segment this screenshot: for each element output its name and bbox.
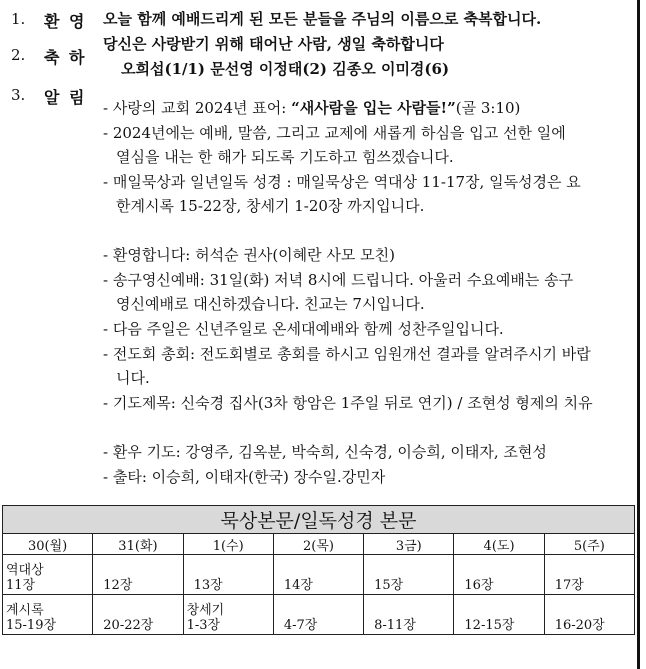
notice-next-sunday: - 다음 주일은 신년주일로 온세대예배와 함께 성찬주일입니다. bbox=[103, 320, 504, 338]
reading-cell bbox=[364, 595, 454, 635]
chapter: 15-19장 bbox=[6, 618, 57, 633]
bible-reading-row bbox=[3, 595, 635, 635]
devotion-cell bbox=[273, 555, 363, 595]
chapter: 15장 bbox=[374, 578, 404, 593]
book-name: 계시록 bbox=[6, 603, 44, 618]
devotion-cell bbox=[454, 555, 544, 595]
reading-cell bbox=[183, 595, 273, 635]
devotion-cell bbox=[183, 555, 273, 595]
right-border bbox=[637, 0, 640, 669]
motto-reference: (골 3:10) bbox=[455, 99, 521, 117]
motto-quote: “새사람을 입는 사람들!” bbox=[291, 99, 456, 117]
notice-devotion-line-2: 한계시록 15-22장, 창세기 1-20장 까지입니다. bbox=[116, 197, 425, 215]
birthday-line-2: 오희섭(1/1) 문선영 이정태(2) 김종오 이미경(6) bbox=[121, 60, 450, 78]
chapter: 8-11장 bbox=[374, 618, 416, 633]
reading-cell bbox=[544, 595, 634, 635]
devotion-cell bbox=[93, 555, 183, 595]
chapter: 17장 bbox=[554, 578, 584, 593]
schedule-table bbox=[2, 505, 635, 635]
day-header: 5(주) bbox=[544, 534, 634, 555]
reading-cell bbox=[273, 595, 363, 635]
book-name: 창세기 bbox=[186, 603, 225, 618]
devotion-cell bbox=[364, 555, 454, 595]
notice-motto bbox=[103, 97, 520, 118]
day-header: 30(월) bbox=[3, 534, 93, 555]
motto-prefix: - 사랑의 교회 2024년 표어: bbox=[103, 99, 292, 117]
schedule-title: 묵상본문/일독성경 본문 bbox=[3, 506, 635, 534]
notice-welcome: - 환영합니다: 허석순 권사(이혜란 사모 모친) bbox=[103, 246, 395, 264]
chapter: 14장 bbox=[283, 578, 313, 593]
chapter: 13장 bbox=[193, 578, 223, 593]
section-number-welcome: 1. bbox=[11, 10, 26, 28]
notice-assembly-line-2: 니다. bbox=[116, 369, 150, 387]
section-label-notices: 알 림 bbox=[44, 88, 87, 107]
chapter: 11장 bbox=[6, 578, 36, 593]
notice-newyear-line-2: 영신예배로 대신하겠습니다. 친교는 7시입니다. bbox=[116, 295, 425, 313]
chapter: 16-20장 bbox=[554, 618, 605, 633]
birthday-line-1: 당신은 사랑받기 위해 태어난 사람, 생일 축하합니다 bbox=[103, 35, 444, 53]
notice-newyear-line-1: - 송구영신예배: 31일(화) 저녁 8시에 드립니다. 아울러 수요예배는 송구 bbox=[103, 271, 574, 289]
chapter: 12장 bbox=[103, 578, 133, 593]
section-number-celebrate: 2. bbox=[11, 46, 26, 64]
notice-prayer: - 기도제목: 신숙경 집사(3차 항암은 1주일 뒤로 연기) / 조현성 형제의 치유 bbox=[103, 394, 593, 412]
day-header: 3금) bbox=[364, 534, 454, 555]
reading-cell bbox=[93, 595, 183, 635]
notice-devotion-line-1: - 매일묵상과 일년일독 성경 : 매일묵상은 역대상 11-17장, 일독성경은 요 bbox=[103, 173, 581, 191]
chapter: 12-15장 bbox=[464, 618, 515, 633]
reading-cell bbox=[3, 595, 93, 635]
devotion-cell bbox=[3, 555, 93, 595]
chapter: 20-22장 bbox=[103, 618, 154, 633]
day-header: 1(수) bbox=[183, 534, 273, 555]
section-label-celebrate: 축 하 bbox=[44, 48, 87, 67]
devotion-row bbox=[3, 555, 635, 595]
notice-assembly-line-1: - 전도회 총회: 전도회별로 총회를 하시고 임원개선 결과를 알려주시기 바랍 bbox=[103, 345, 591, 363]
day-header: 31(화) bbox=[93, 534, 183, 555]
chapter: 4-7장 bbox=[283, 618, 318, 633]
day-header: 2(목) bbox=[273, 534, 363, 555]
book-name: 역대상 bbox=[6, 563, 44, 578]
chapter: 16장 bbox=[464, 578, 494, 593]
section-number-notices: 3. bbox=[11, 86, 26, 104]
reading-cell bbox=[454, 595, 544, 635]
devotion-cell bbox=[544, 555, 634, 595]
day-header: 4(도) bbox=[454, 534, 544, 555]
notice-2024-line-1: - 2024년에는 예배, 말씀, 그리고 교제에 새롭게 하심을 입고 선한 일에 bbox=[103, 124, 566, 142]
notice-sick-prayer: - 환우 기도: 강영주, 김옥분, 박숙희, 신숙경, 이승희, 이태자, 조현성 bbox=[103, 443, 547, 461]
notice-2024-line-2: 열심을 내는 한 해가 되도록 기도하고 힘쓰겠습니다. bbox=[116, 148, 454, 166]
section-label-welcome: 환 영 bbox=[44, 12, 87, 31]
notice-travel: - 출타: 이승희, 이태자(한국) 장수일.강민자 bbox=[103, 468, 386, 486]
welcome-text: 오늘 함께 예배드리게 된 모든 분들을 주님의 이름으로 축복합니다. bbox=[103, 10, 542, 28]
chapter: 1-3장 bbox=[186, 618, 221, 633]
